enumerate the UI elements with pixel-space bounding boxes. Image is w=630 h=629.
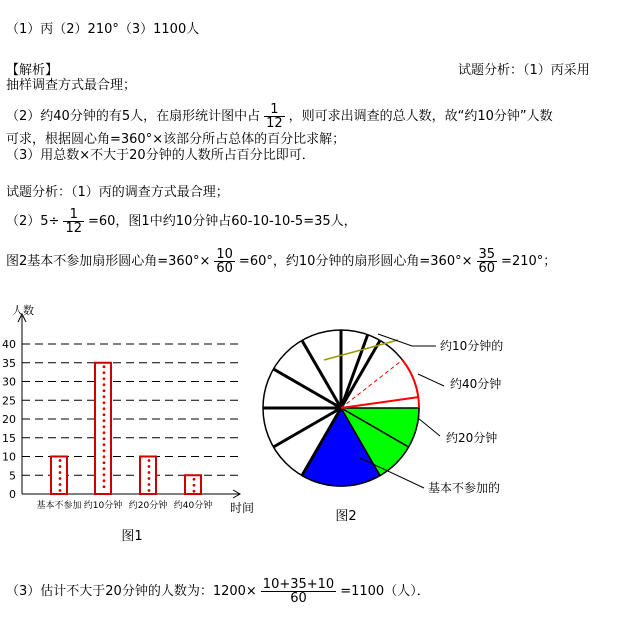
- bar-texture-dot: [103, 383, 106, 386]
- analysis-line2-b: ，则可求出调查的总人数，故“约10分钟”人数: [288, 109, 553, 124]
- y-tick-label: 20: [2, 413, 16, 426]
- bar-texture-dot: [103, 377, 106, 380]
- fraction: [63, 208, 84, 235]
- fraction-den: 12: [266, 116, 283, 131]
- fraction-num: 1: [63, 208, 84, 222]
- analysis-title: 【解析】: [6, 63, 59, 78]
- bar-texture-dot: [148, 489, 151, 492]
- x-tick-label: 基本不参加: [36, 501, 82, 511]
- solution-line3-c: =210°；: [501, 254, 557, 269]
- leader-line: [418, 418, 440, 436]
- solution-line2-b: =60，图1中约10分钟占60-10-10-5=35人，: [87, 214, 357, 229]
- bar-chart: [2, 303, 254, 544]
- bar-texture-dot: [103, 419, 106, 422]
- bar: [51, 457, 67, 495]
- y-tick-label: 15: [2, 431, 16, 445]
- x-axis-label: 时间: [230, 501, 255, 515]
- analysis-line3: 可求，根据圆心角=360°×该部分所占总体的百分比求解；: [6, 132, 346, 147]
- solution-line3: [6, 248, 556, 275]
- bar-texture-dot: [148, 459, 151, 462]
- y-tick-label: 0: [9, 488, 16, 501]
- analysis-line2: [6, 103, 553, 130]
- analysis-line4: （3）用总数×不大于20分钟的人数所占百分比即可．: [6, 148, 315, 163]
- bar-texture-dot: [103, 431, 106, 434]
- bar-texture-dot: [59, 483, 62, 486]
- fraction-num: 10: [216, 247, 233, 262]
- bar-texture-dot: [103, 473, 106, 476]
- bar-texture-dot: [103, 449, 106, 452]
- bar-texture-dot: [103, 425, 106, 428]
- bar-texture-dot: [59, 459, 62, 462]
- fraction-den: 60: [216, 261, 233, 276]
- y-tick-label: 35: [2, 356, 16, 370]
- y-tick-label: 5: [9, 469, 16, 483]
- pie-label: 基本不参加的: [428, 481, 501, 495]
- x-tick-label: 约40分钟: [173, 501, 213, 511]
- fraction: [264, 103, 285, 130]
- bar-texture-dot: [193, 478, 196, 481]
- solution-line4: [6, 578, 430, 605]
- bar-texture-dot: [103, 395, 106, 398]
- y-axis-label: 人数: [12, 304, 34, 317]
- answer-line: （1）丙（2）210°（3）1100人: [6, 22, 200, 37]
- fraction-num: 35: [478, 247, 496, 262]
- bar-texture-dot: [148, 465, 151, 468]
- solution-line2: [6, 208, 357, 235]
- fraction-num: 10+35+10: [262, 577, 335, 592]
- y-tick-label: 10: [2, 450, 16, 464]
- bar-texture-dot: [103, 371, 106, 374]
- bar-texture-dot: [103, 437, 106, 440]
- bar-texture-dot: [103, 485, 106, 488]
- y-tick-label: 40: [2, 338, 16, 351]
- bar-texture-dot: [103, 389, 106, 392]
- bar-texture-dot: [103, 443, 106, 446]
- figures: [0, 290, 630, 600]
- bar-texture-dot: [59, 465, 62, 468]
- solution-line2-a: （2）5÷: [6, 214, 60, 229]
- solution-line3-a: 图2基本不参加扇形圆心角=360°×: [6, 254, 211, 269]
- fraction-den: 60: [290, 591, 307, 606]
- fraction: [214, 248, 235, 275]
- leader-line: [418, 374, 444, 386]
- pie-label: 约20分钟: [446, 431, 498, 445]
- y-tick-label: 25: [2, 394, 16, 408]
- bar-texture-dot: [103, 407, 106, 410]
- solution-line4-a: （3）估计不大于20分钟的人数为：1200×: [6, 584, 257, 599]
- figure1-caption: 图1: [121, 529, 143, 544]
- bar-texture-dot: [148, 483, 151, 486]
- analysis-line1: 抽样调查方式最合理；: [6, 78, 137, 93]
- figure2-caption: 图2: [335, 509, 357, 524]
- solution-line4-b: =1100（人）．: [340, 584, 430, 599]
- bar-texture-dot: [103, 365, 106, 368]
- bar-texture-dot: [59, 477, 62, 480]
- bar-texture-dot: [103, 479, 106, 482]
- bar-texture-dot: [103, 461, 106, 464]
- bar-texture-dot: [103, 413, 106, 416]
- pie-label: 约40分钟: [450, 377, 502, 391]
- bar-texture-dot: [103, 455, 106, 458]
- analysis-right-head: 试题分析：（1）丙采用: [458, 63, 590, 78]
- bar-texture-dot: [193, 490, 196, 493]
- bar: [140, 457, 156, 495]
- x-tick-label: 约20分钟: [128, 501, 168, 511]
- bar-texture-dot: [59, 489, 62, 492]
- fraction-num: 1: [264, 103, 285, 117]
- bar-texture-dot: [148, 477, 151, 480]
- bar-texture-dot: [103, 467, 106, 470]
- solution-line1: 试题分析：（1）丙的调查方式最合理；: [6, 185, 229, 200]
- bar-texture-dot: [59, 471, 62, 474]
- y-tick-label: 30: [2, 375, 16, 389]
- bar-texture-dot: [193, 484, 196, 487]
- bar-texture-dot: [148, 471, 151, 474]
- pie-chart: [263, 330, 503, 524]
- fraction-den: 12: [65, 221, 82, 236]
- bar-texture-dot: [103, 401, 106, 404]
- pie-label: 约10分钟的: [440, 339, 504, 353]
- fraction: [261, 578, 336, 605]
- fraction: [477, 248, 498, 275]
- fraction-den: 60: [478, 261, 496, 276]
- solution-line3-b: =60°，约10分钟的扇形圆心角=360°×: [238, 254, 473, 269]
- x-tick-label: 约10分钟: [83, 501, 123, 511]
- analysis-line2-a: （2）约40分钟的有5人，在扇形统计图中占: [6, 109, 261, 124]
